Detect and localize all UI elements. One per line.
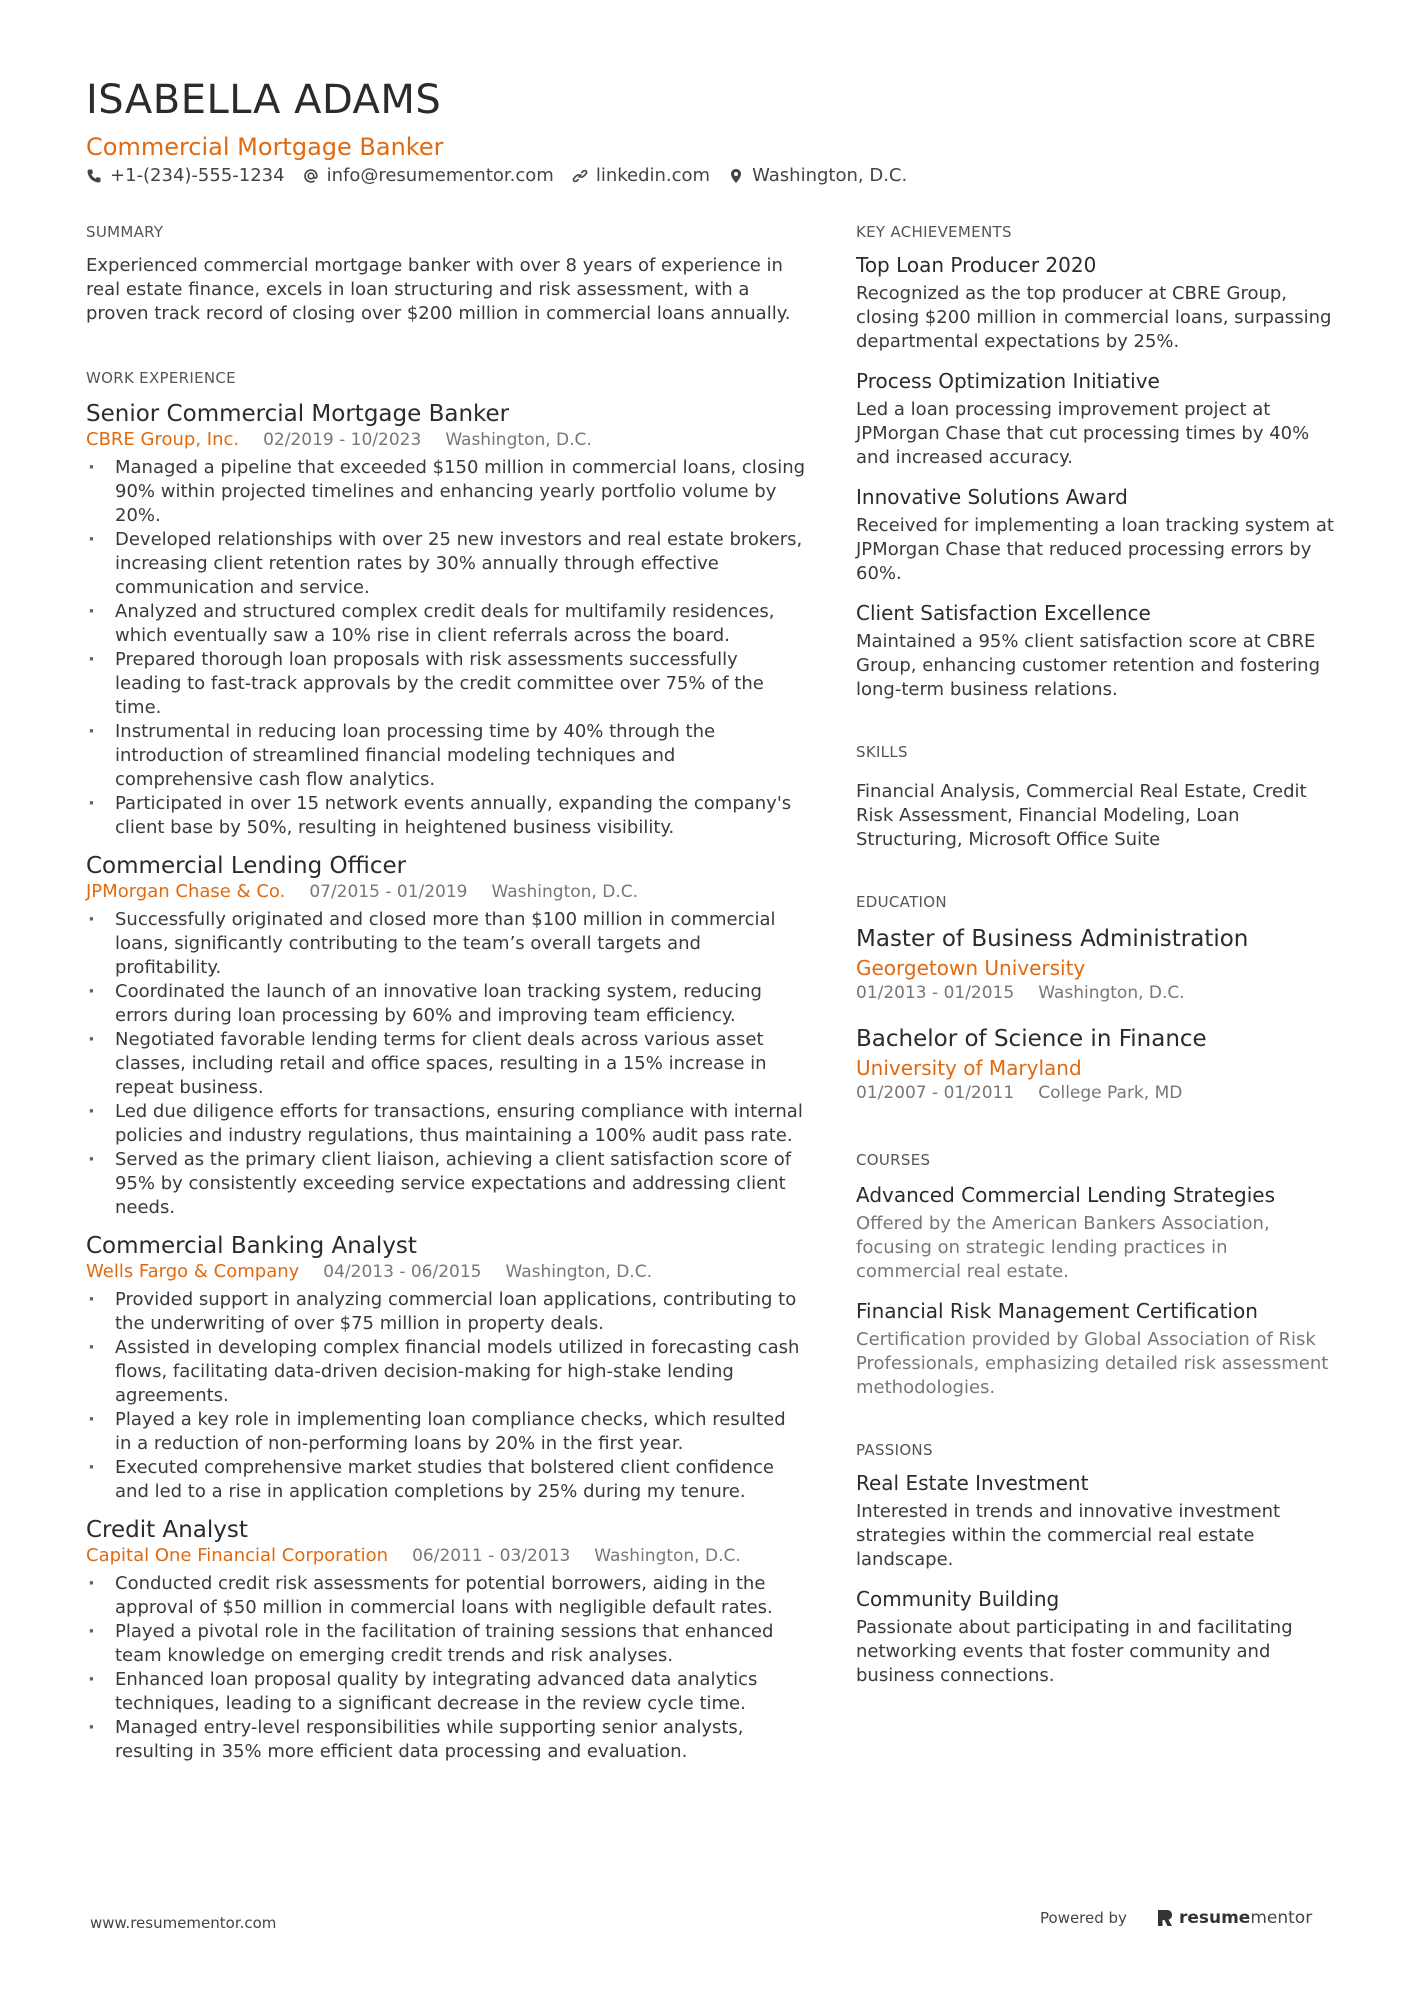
passion-item xyxy=(856,1586,1336,1688)
job-location: Washington, D.C. xyxy=(491,882,638,902)
education-heading: EDUCATION xyxy=(856,893,947,911)
job-entry xyxy=(86,1232,806,1504)
education-school: Georgetown University xyxy=(856,956,1086,980)
skills-text: Financial Analysis, Commercial Real Estate, Credit Risk Assessment, Financial Modeling, Loan Structuring, Microsoft Office Suite xyxy=(856,781,1307,850)
job-entry-meta xyxy=(86,1544,806,1568)
job-bullets xyxy=(86,908,806,1220)
achievement-desc: Led a loan processing improvement project at JPMorgan Chase that cut processing times by 40% and increased accuracy. xyxy=(856,399,1310,468)
job-company: CBRE Group, Inc. xyxy=(86,429,240,450)
contact-email[interactable] xyxy=(303,165,554,186)
phone-icon xyxy=(86,168,102,184)
phone-text: +1-(234)-555-1234 xyxy=(110,165,285,186)
job-bullet: · Played a pivotal role in the facilitation of training sessions that enhanced team knowledge on emerging credit trends and risk analyses. xyxy=(86,1620,806,1668)
candidate-name: ISABELLA ADAMS xyxy=(86,77,442,123)
job-entry-meta xyxy=(86,880,806,904)
resumementor-logo[interactable] xyxy=(1157,1908,1312,1928)
job-bullet: · Participated in over 15 network events annually, expanding the company's client base by 50%, resulting in heightened business visibility. xyxy=(86,792,806,840)
passion-desc: Interested in trends and innovative investment strategies within the commercial real estate landscape. xyxy=(856,1501,1281,1570)
job-entry-meta xyxy=(86,428,806,452)
course-item xyxy=(856,1298,1336,1400)
job-entry-title: Commercial Banking Analyst xyxy=(86,1233,417,1259)
job-bullets xyxy=(86,456,806,840)
achievement-title: Top Loan Producer 2020 xyxy=(856,253,1097,277)
achievement-item xyxy=(856,252,1336,354)
job-dates: 04/2013 - 06/2015 xyxy=(323,1262,482,1282)
resumementor-logo-icon xyxy=(1157,1909,1173,1927)
right-column xyxy=(856,222,1336,1688)
achievement-item xyxy=(856,484,1336,586)
education-item xyxy=(856,924,1336,1004)
contact-linkedin[interactable] xyxy=(572,165,710,186)
job-company: Capital One Financial Corporation xyxy=(86,1545,389,1566)
job-entry xyxy=(86,400,806,840)
job-entry xyxy=(86,1516,806,1764)
education-dates: 01/2007 - 01/2011 xyxy=(856,1083,1015,1103)
course-item xyxy=(856,1182,1336,1284)
passion-title: Community Building xyxy=(856,1587,1060,1611)
education-item xyxy=(856,1024,1336,1104)
job-bullet: · Served as the primary client liaison, achieving a client satisfaction score of 95% by consistently exceeding service expectations and addressing client needs. xyxy=(86,1148,806,1220)
summary-heading: SUMMARY xyxy=(86,223,164,241)
location-pin-icon xyxy=(728,168,744,184)
job-entry-title: Senior Commercial Mortgage Banker xyxy=(86,401,510,427)
achievement-title: Process Optimization Initiative xyxy=(856,369,1160,393)
education-meta xyxy=(856,982,1336,1004)
course-title: Advanced Commercial Lending Strategies xyxy=(856,1183,1276,1207)
passion-desc: Passionate about participating in and facilitating networking events that foster community and business connections. xyxy=(856,1617,1293,1686)
job-bullet: · Provided support in analyzing commercial loan applications, contributing to the underwriting of over $75 million in property deals. xyxy=(86,1288,806,1336)
left-column xyxy=(86,222,806,1764)
education-location: Washington, D.C. xyxy=(1038,983,1185,1003)
footer-powered-by xyxy=(1040,1908,1312,1928)
achievement-item xyxy=(856,368,1336,470)
job-bullet: · Analyzed and structured complex credit deals for multifamily residences, which eventually saw a 10% rise in client referrals across the board. xyxy=(86,600,806,648)
job-bullet: · Managed entry-level responsibilities while supporting senior analysts, resulting in 35% more efficient data processing and evaluation. xyxy=(86,1716,806,1764)
job-entry-title: Credit Analyst xyxy=(86,1517,248,1543)
education-school: University of Maryland xyxy=(856,1056,1082,1080)
achievement-title: Client Satisfaction Excellence xyxy=(856,601,1151,625)
passions-heading: PASSIONS xyxy=(856,1441,933,1459)
experience-heading: WORK EXPERIENCE xyxy=(86,369,236,387)
job-dates: 02/2019 - 10/2023 xyxy=(263,430,422,450)
powered-by-text: Powered by xyxy=(1040,1909,1127,1927)
job-company: Wells Fargo & Company xyxy=(86,1261,300,1282)
education-degree: Master of Business Administration xyxy=(856,926,1249,952)
brand-rest: mentor xyxy=(1250,1908,1313,1928)
achievement-desc: Recognized as the top producer at CBRE Group, closing $200 million in commercial loans, surpassing departmental expectations by 25%. xyxy=(856,283,1332,352)
job-entry-title: Commercial Lending Officer xyxy=(86,853,407,879)
course-desc: Certification provided by Global Association of Risk Professionals, emphasizing detailed risk assessment methodologies. xyxy=(856,1329,1329,1398)
job-bullet: · Played a key role in implementing loan compliance checks, which resulted in a reduction of non-performing loans by 20% in the first year. xyxy=(86,1408,806,1456)
job-company: JPMorgan Chase & Co. xyxy=(86,881,286,902)
location-text: Washington, D.C. xyxy=(752,165,908,186)
education-location: College Park, MD xyxy=(1038,1083,1183,1103)
job-location: Washington, D.C. xyxy=(594,1546,741,1566)
job-bullet: · Prepared thorough loan proposals with risk assessments successfully leading to fast-track approvals by the credit committee over 75% of the time. xyxy=(86,648,806,720)
link-icon xyxy=(572,168,588,184)
job-entry xyxy=(86,852,806,1220)
education-degree: Bachelor of Science in Finance xyxy=(856,1026,1207,1052)
job-entry-meta xyxy=(86,1260,806,1284)
job-bullet: · Enhanced loan proposal quality by integrating advanced data analytics techniques, leading to a significant decrease in the review cycle time. xyxy=(86,1668,806,1716)
course-desc: Offered by the American Bankers Association, focusing on strategic lending practices in commercial real estate. xyxy=(856,1213,1270,1282)
skills-heading: SKILLS xyxy=(856,743,908,761)
at-icon xyxy=(303,168,319,184)
education-dates: 01/2013 - 01/2015 xyxy=(856,983,1015,1003)
summary-text: Experienced commercial mortgage banker with over 8 years of experience in real estate finance, excels in loan structuring and risk assessment, with a proven track record of closing over $200 million in commercial loans annually. xyxy=(86,255,791,324)
job-bullet: · Led due diligence efforts for transactions, ensuring compliance with internal policies and industry regulations, thus maintaining a 100% audit pass rate. xyxy=(86,1100,806,1148)
achievement-desc: Received for implementing a loan tracking system at JPMorgan Chase that reduced processing errors by 60%. xyxy=(856,515,1334,584)
job-location: Washington, D.C. xyxy=(505,1262,652,1282)
job-bullet: · Instrumental in reducing loan processing time by 40% through the introduction of streamlined financial modeling techniques and comprehensive cash flow analytics. xyxy=(86,720,806,792)
job-title: Commercial Mortgage Banker xyxy=(86,133,444,161)
course-title: Financial Risk Management Certification xyxy=(856,1299,1258,1323)
job-bullet: · Conducted credit risk assessments for potential borrowers, aiding in the approval of $50 million in commercial loans with negligible default rates. xyxy=(86,1572,806,1620)
job-bullet: · Negotiated favorable lending terms for client deals across various asset classes, including retail and office spaces, resulting in a 15% increase in repeat business. xyxy=(86,1028,806,1100)
job-location: Washington, D.C. xyxy=(445,430,592,450)
passion-title: Real Estate Investment xyxy=(856,1471,1089,1495)
job-dates: 06/2011 - 03/2013 xyxy=(412,1546,571,1566)
brand-bold: resume xyxy=(1178,1908,1251,1928)
job-bullet: · Managed a pipeline that exceeded $150 million in commercial loans, closing 90% within projected timelines and enhancing yearly portfolio volume by 20%. xyxy=(86,456,806,528)
courses-heading: COURSES xyxy=(856,1151,931,1169)
email-text[interactable]: info@resumementor.com xyxy=(326,165,554,186)
job-bullet: · Coordinated the launch of an innovative loan tracking system, reducing errors during loan processing by 60% and improving team efficiency. xyxy=(86,980,806,1028)
achievement-title: Innovative Solutions Award xyxy=(856,485,1128,509)
linkedin-text[interactable]: linkedin.com xyxy=(595,165,711,186)
contact-location xyxy=(728,165,907,186)
job-bullet: · Assisted in developing complex financial models utilized in forecasting cash flows, facilitating data-driven decision-making for high-stake lending agreements. xyxy=(86,1336,806,1408)
job-bullet: · Developed relationships with over 25 new investors and real estate brokers, increasing client retention rates by 30% annually through effective communication and service. xyxy=(86,528,806,600)
job-bullet: · Successfully originated and closed more than $100 million in commercial loans, significantly contributing to the team’s overall targets and profitability. xyxy=(86,908,806,980)
passion-item xyxy=(856,1470,1336,1572)
contact-phone xyxy=(86,165,285,186)
job-bullets xyxy=(86,1288,806,1504)
achievement-desc: Maintained a 95% client satisfaction score at CBRE Group, enhancing customer retention and fostering long-term business relations. xyxy=(856,631,1321,700)
contact-bar xyxy=(86,165,925,186)
job-bullet: · Executed comprehensive market studies that bolstered client confidence and led to a rise in application completions by 25% during my tenure. xyxy=(86,1456,806,1504)
job-bullets xyxy=(86,1572,806,1764)
education-meta xyxy=(856,1082,1336,1104)
footer-website[interactable]: www.resumementor.com xyxy=(90,1914,277,1932)
achievement-item xyxy=(856,600,1336,702)
achievements-heading: KEY ACHIEVEMENTS xyxy=(856,223,1012,241)
job-dates: 07/2015 - 01/2019 xyxy=(309,882,468,902)
